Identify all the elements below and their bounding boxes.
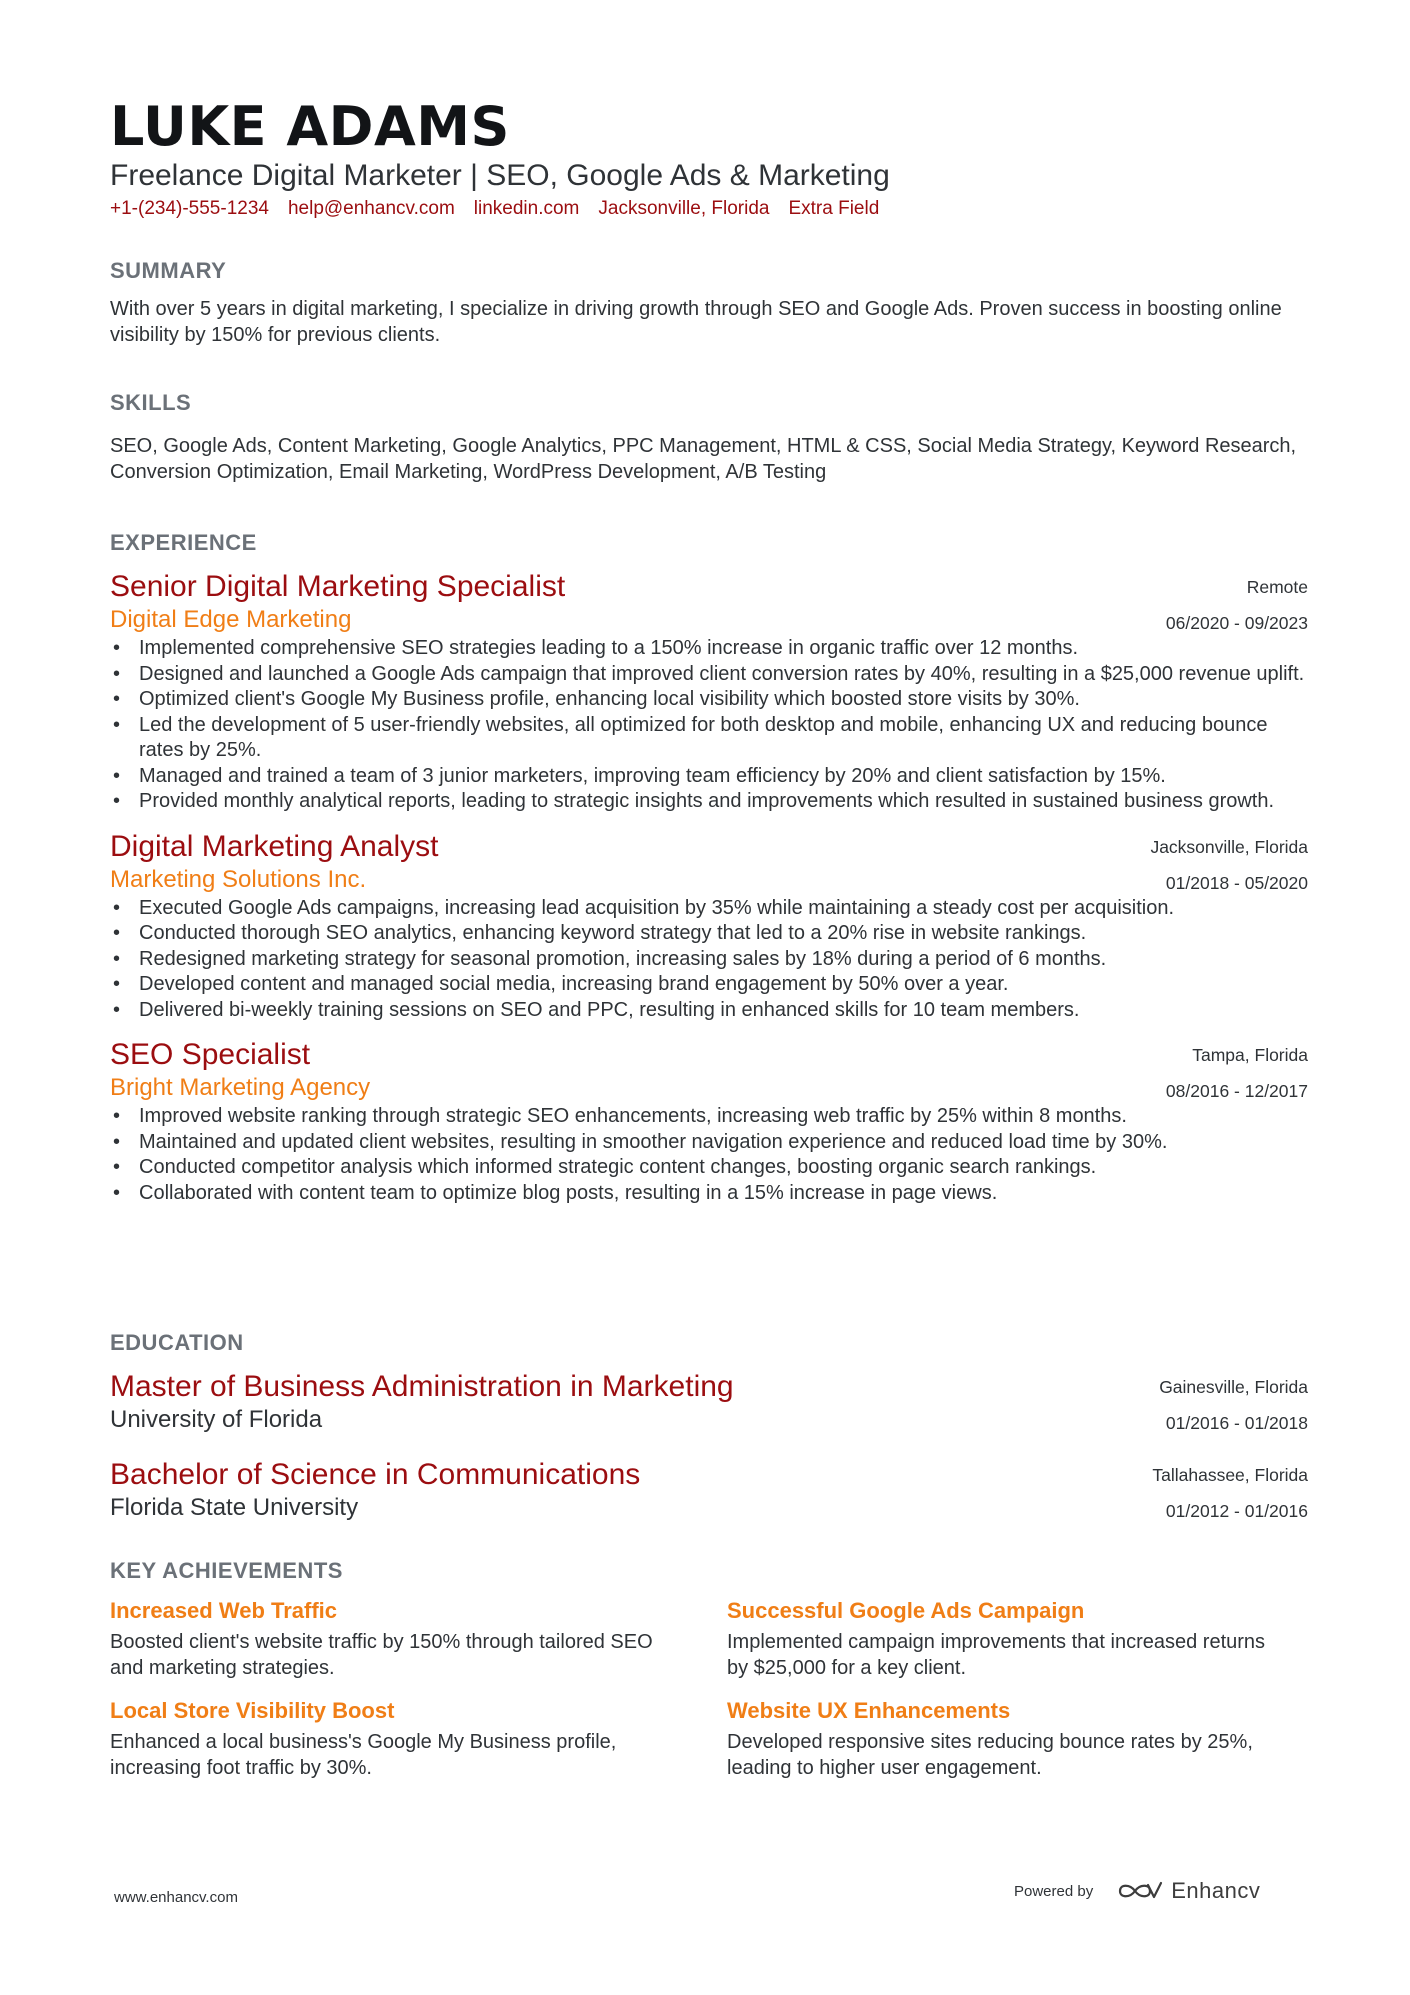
- company-name: Marketing Solutions Inc.: [110, 865, 367, 893]
- job-bullets: [110, 1104, 1308, 1206]
- job-title: Senior Digital Marketing Specialist: [110, 570, 566, 603]
- bullet-item: • Delivered bi-weekly training sessions on SEO and PPC, resulting in enhanced skills for 10 team members.: [139, 998, 1308, 1024]
- resume-page: [110, 95, 1308, 1779]
- job-dates: 01/2018 - 05/2020: [1165, 872, 1308, 893]
- education-entry: [110, 1457, 1308, 1523]
- bullet-item: • Managed and trained a team of 3 junior marketers, improving team efficiency by 20% and client satisfaction by 15%.: [139, 764, 1308, 790]
- bullet-item: • Conducted competitor analysis which informed strategic content changes, boosting organic search rankings.: [139, 1155, 1308, 1181]
- bullet-item: • Maintained and updated client websites, resulting in smoother navigation experience and reduced load time by 30%.: [139, 1130, 1308, 1156]
- job-title: SEO Specialist: [110, 1038, 311, 1071]
- education-dates: 01/2012 - 01/2016: [1165, 1501, 1308, 1521]
- job-meta: [1166, 569, 1308, 641]
- summary-text: With over 5 years in digital marketing, I specialize in driving growth through SEO and Google Ads. Proven success in boosting online visibility by 150% for previous clients.: [110, 298, 1282, 346]
- job-dates: 06/2020 - 09/2023: [1165, 613, 1308, 633]
- experience-entry: [110, 1037, 1308, 1206]
- achievement-description: Boosted client's website traffic by 150% through tailored SEO and marketing strategies.: [110, 1631, 653, 1679]
- education-section: [110, 1330, 1308, 1523]
- degree-title: Bachelor of Science in Communications: [110, 1458, 641, 1491]
- education-heading: EDUCATION: [110, 1330, 244, 1355]
- skills-text: SEO, Google Ads, Content Marketing, Google Analytics, PPC Management, HTML & CSS, Social Media Strategy, Keyword Research, Conversion Optimization, Email Marketing, WordPress Development, A/B Testing: [110, 435, 1297, 483]
- enhancv-logo-icon: [1117, 1879, 1163, 1903]
- education-location: Tallahassee, Florida: [1152, 1465, 1308, 1485]
- contact-linkedin[interactable]: linkedin.com: [473, 198, 580, 219]
- achievement-item: [110, 1596, 727, 1681]
- education-location: Gainesville, Florida: [1159, 1377, 1308, 1397]
- contact-extra-field: Extra Field: [788, 198, 880, 219]
- achievement-title: Local Store Visibility Boost: [110, 1698, 395, 1723]
- powered-by-label: Powered by: [1014, 1882, 1094, 1900]
- job-location: Remote: [1246, 577, 1308, 597]
- footer-branding: [1014, 1878, 1260, 1904]
- skills-heading: SKILLS: [110, 390, 192, 415]
- job-bullets: [110, 636, 1308, 815]
- candidate-name: LUKE ADAMS: [110, 95, 510, 158]
- education-meta: [1159, 1369, 1308, 1441]
- bullet-item: • Executed Google Ads campaigns, increasing lead acquisition by 35% while maintaining a steady cost per acquisition.: [139, 896, 1308, 922]
- company-name: Digital Edge Marketing: [110, 606, 352, 633]
- achievements-heading: KEY ACHIEVEMENTS: [110, 1558, 343, 1583]
- contact-email[interactable]: help@enhancv.com: [287, 198, 455, 219]
- bullet-item: • Conducted thorough SEO analytics, enhancing keyword strategy that led to a 20% rise in website rankings.: [139, 921, 1308, 947]
- school-name: University of Florida: [110, 1406, 323, 1433]
- footer-website[interactable]: www.enhancv.com: [114, 1889, 238, 1906]
- bullet-item: • Designed and launched a Google Ads campaign that improved client conversion rates by 40%, resulting in a $25,000 revenue uplift.: [139, 662, 1308, 688]
- experience-heading: EXPERIENCE: [110, 530, 257, 555]
- experience-section: [110, 530, 1308, 1206]
- achievement-title: Successful Google Ads Campaign: [727, 1598, 1085, 1623]
- experience-entry: [110, 829, 1308, 1024]
- education-meta: [1152, 1457, 1308, 1529]
- contact-bar: [110, 197, 1308, 221]
- achievement-description: Enhanced a local business's Google My Business profile, increasing foot traffic by 30%.: [110, 1731, 617, 1779]
- degree-title: Master of Business Administration in Marketing: [110, 1370, 734, 1403]
- bullet-item: • Implemented comprehensive SEO strategies leading to a 150% increase in organic traffic over 12 months.: [139, 636, 1308, 662]
- job-meta: [1166, 1037, 1308, 1109]
- enhancv-brand-name: Enhancv: [1171, 1878, 1261, 1903]
- bullet-item: • Optimized client's Google My Business profile, enhancing local visibility which boosted store visits by 30%.: [139, 687, 1308, 713]
- enhancv-logo[interactable]: [1117, 1878, 1260, 1904]
- achievement-description: Developed responsive sites reducing bounce rates by 25%, leading to higher user engagement.: [727, 1731, 1253, 1779]
- achievement-item: [727, 1596, 1308, 1681]
- achievement-title: Website UX Enhancements: [727, 1698, 1011, 1723]
- summary-heading: SUMMARY: [110, 258, 227, 283]
- job-location: Jacksonville, Florida: [1150, 836, 1308, 857]
- education-dates: 01/2016 - 01/2018: [1165, 1413, 1308, 1433]
- achievements-grid: [110, 1596, 1308, 1781]
- bullet-item: • Led the development of 5 user-friendly websites, all optimized for both desktop and mobile, enhancing UX and reducing bounce rates by 25%.: [139, 713, 1308, 764]
- company-name: Bright Marketing Agency: [110, 1074, 371, 1101]
- contact-phone[interactable]: +1-(234)-555-1234: [110, 198, 269, 219]
- bullet-item: • Improved website ranking through strategic SEO enhancements, increasing web traffic by 25% within 8 months.: [139, 1104, 1308, 1130]
- bullet-item: • Redesigned marketing strategy for seasonal promotion, increasing sales by 18% during a period of 6 months.: [139, 947, 1308, 973]
- job-meta: [1150, 829, 1308, 901]
- job-location: Tampa, Florida: [1192, 1045, 1308, 1065]
- summary-section: [110, 258, 1308, 348]
- achievement-title: Increased Web Traffic: [110, 1598, 338, 1623]
- bullet-item: • Provided monthly analytical reports, leading to strategic insights and improvements which resulted in sustained business growth.: [139, 789, 1308, 815]
- achievement-item: [110, 1696, 727, 1781]
- experience-entry: [110, 569, 1308, 815]
- job-dates: 08/2016 - 12/2017: [1165, 1081, 1308, 1101]
- job-title: Digital Marketing Analyst: [110, 829, 439, 863]
- contact-location: Jacksonville, Florida: [598, 198, 770, 219]
- education-entry: [110, 1369, 1308, 1435]
- bullet-item: • Developed content and managed social media, increasing brand engagement by 50% over a year.: [139, 972, 1308, 998]
- candidate-headline: Freelance Digital Marketer | SEO, Google Ads & Marketing: [110, 159, 890, 192]
- skills-section: [110, 390, 1308, 485]
- achievements-section: [110, 1558, 1308, 1781]
- school-name: Florida State University: [110, 1494, 359, 1521]
- job-bullets: [110, 896, 1308, 1024]
- bullet-item: • Collaborated with content team to optimize blog posts, resulting in a 15% increase in page views.: [139, 1181, 1308, 1207]
- achievement-item: [727, 1696, 1308, 1781]
- achievement-description: Implemented campaign improvements that increased returns by $25,000 for a key client.: [727, 1631, 1266, 1679]
